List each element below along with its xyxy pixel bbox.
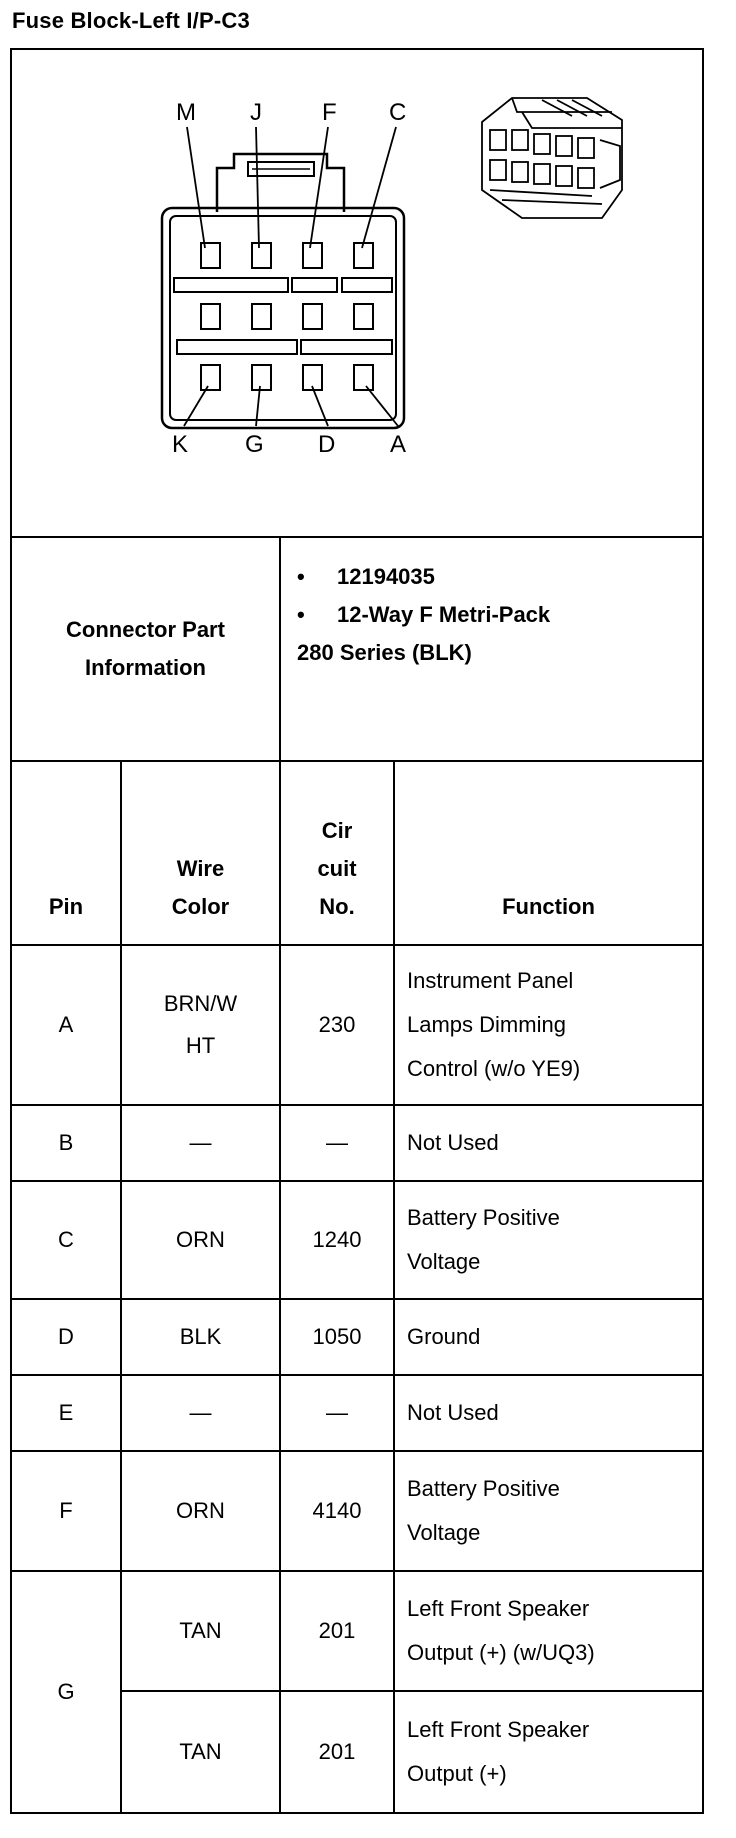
pin-label-m: M [176, 99, 196, 126]
wire-color-cell: TAN [121, 1691, 280, 1813]
pin-label-k: K [172, 431, 189, 458]
circuit-cell: 201 [280, 1571, 394, 1691]
header-pin: Pin [11, 761, 121, 945]
table-row [11, 1105, 703, 1181]
function-cell: Battery Positive Voltage [394, 1181, 703, 1299]
wire-color-cell: — [121, 1375, 280, 1451]
table-row [11, 1375, 703, 1451]
pin-label-g: G [245, 431, 264, 458]
pin-cell: E [11, 1375, 121, 1451]
function-cell: Not Used [394, 1375, 703, 1451]
connector-face-diagram [12, 50, 700, 530]
pin-cell: F [11, 1451, 121, 1571]
table-row [11, 1451, 703, 1571]
table-row [11, 945, 703, 1105]
wire-color-cell: ORN [121, 1451, 280, 1571]
pin-cell: G [11, 1571, 121, 1813]
circuit-cell: 1050 [280, 1299, 394, 1375]
pin-label-d: D [318, 431, 336, 458]
connector-part-info-line2: Information [85, 655, 206, 680]
connector-type: 12-Way F Metri-Pack [337, 602, 551, 627]
pin-label-a: A [390, 431, 407, 458]
wire-color-cell: ORN [121, 1181, 280, 1299]
circuit-cell: 230 [280, 945, 394, 1105]
connector-part-info-label [11, 537, 280, 761]
pin-label-c: C [389, 99, 407, 126]
table-row [11, 1181, 703, 1299]
circuit-cell: — [280, 1375, 394, 1451]
circuit-cell: 4140 [280, 1451, 394, 1571]
connector-part-info-line1: Connector Part [66, 617, 225, 642]
wire-color-cell: BLK [121, 1299, 280, 1375]
pin-label-f: F [322, 99, 337, 126]
pin-cell: B [11, 1105, 121, 1181]
header-wire-color: Wire Color [121, 761, 280, 945]
wire-color-cell: BRN/W HT [121, 945, 280, 1105]
connector-series: 280 Series (BLK) [297, 640, 472, 665]
circuit-cell: — [280, 1105, 394, 1181]
wire-color-cell: TAN [121, 1571, 280, 1691]
pin-cell: D [11, 1299, 121, 1375]
header-function: Function [394, 761, 703, 945]
connector-3d-view-icon [482, 98, 622, 218]
connector-diagram-cell [11, 49, 703, 537]
wire-color-cell: — [121, 1105, 280, 1181]
pin-cell: A [11, 945, 121, 1105]
function-cell: Not Used [394, 1105, 703, 1181]
function-cell: Battery Positive Voltage [394, 1451, 703, 1571]
function-cell: Instrument Panel Lamps Dimming Control (w/o YE9) [394, 945, 703, 1105]
page-title: Fuse Block-Left I/P-C3 [12, 8, 250, 33]
table-row [11, 1571, 703, 1691]
connector-part-info-values: • 12194035 • 12-Way F Metri-Pack 280 Series (BLK) [280, 537, 703, 761]
function-cell: Ground [394, 1299, 703, 1375]
circuit-cell: 1240 [280, 1181, 394, 1299]
function-cell: Left Front Speaker Output (+) (w/UQ3) [394, 1571, 703, 1691]
function-cell: Left Front Speaker Output (+) [394, 1691, 703, 1813]
connector-table [10, 48, 704, 1814]
header-circuit-no: Cir cuit No. [280, 761, 394, 945]
table-row [11, 1299, 703, 1375]
part-number: 12194035 [337, 564, 435, 589]
circuit-cell: 201 [280, 1691, 394, 1813]
pin-label-j: J [250, 99, 262, 126]
connector-sheet [10, 48, 702, 1814]
pin-cell: C [11, 1181, 121, 1299]
